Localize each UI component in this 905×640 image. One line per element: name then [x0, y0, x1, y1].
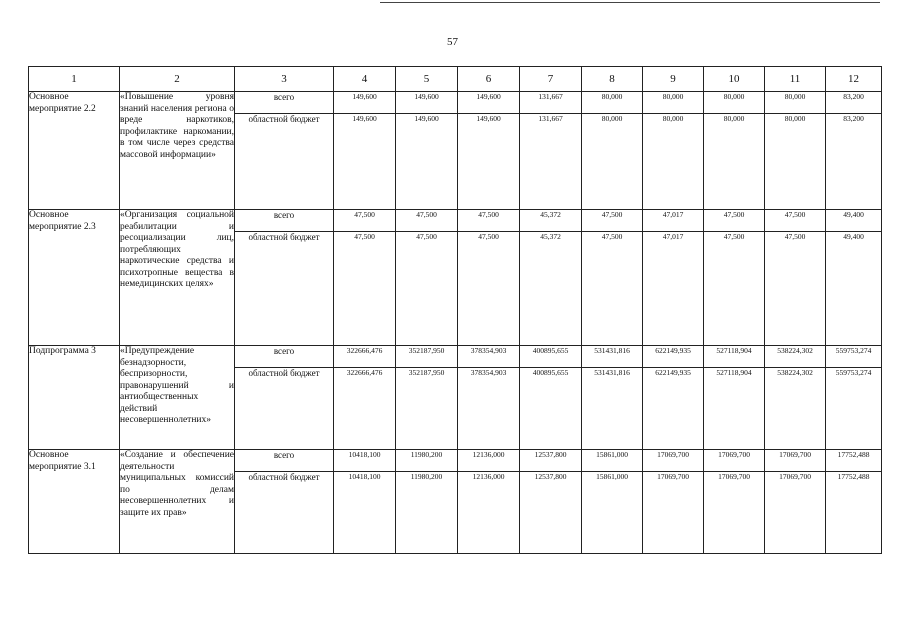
- value-cell: 49,400: [826, 210, 882, 232]
- header-cell: 11: [765, 67, 826, 92]
- value-cell: 15861,000: [582, 472, 643, 554]
- value-cell: 622149,935: [643, 346, 704, 368]
- value-cell: 149,600: [396, 114, 458, 210]
- value-cell: 17069,700: [765, 472, 826, 554]
- subprogram-name: Подпрограмма 3: [29, 346, 120, 450]
- value-cell: 352187,950: [396, 346, 458, 368]
- value-cell: 49,400: [826, 232, 882, 346]
- value-cell: 12136,000: [458, 472, 520, 554]
- funding-source: всего: [235, 450, 334, 472]
- value-cell: 17069,700: [704, 450, 765, 472]
- funding-source: областной бюджет: [235, 368, 334, 450]
- value-cell: 17069,700: [704, 472, 765, 554]
- value-cell: 11980,200: [396, 472, 458, 554]
- value-cell: 47,500: [704, 210, 765, 232]
- value-cell: 322666,476: [334, 346, 396, 368]
- activity-name: Основное мероприятие 3.1: [29, 450, 120, 554]
- header-cell: 6: [458, 67, 520, 92]
- funding-source: всего: [235, 346, 334, 368]
- header-row: [29, 67, 882, 92]
- value-cell: 622149,935: [643, 368, 704, 450]
- value-cell: 80,000: [765, 92, 826, 114]
- page-number: 57: [447, 36, 458, 48]
- table-row: [29, 346, 882, 368]
- table-row: [29, 92, 882, 114]
- funding-source: областной бюджет: [235, 232, 334, 346]
- header-cell: 10: [704, 67, 765, 92]
- funding-source: областной бюджет: [235, 114, 334, 210]
- table-row: [29, 210, 882, 232]
- value-cell: 47,500: [765, 232, 826, 346]
- value-cell: 83,200: [826, 92, 882, 114]
- value-cell: 80,000: [704, 92, 765, 114]
- value-cell: 80,000: [704, 114, 765, 210]
- value-cell: 80,000: [582, 92, 643, 114]
- value-cell: 15861,000: [582, 450, 643, 472]
- value-cell: 149,600: [396, 92, 458, 114]
- value-cell: 400895,655: [520, 346, 582, 368]
- value-cell: 45,372: [520, 232, 582, 346]
- value-cell: 83,200: [826, 114, 882, 210]
- activity-description: «Создание и обеспечение деятельности муниципальных комиссий по делам несовершеннолетних и защите их прав»: [120, 450, 235, 554]
- value-cell: 47,500: [334, 210, 396, 232]
- value-cell: 47,500: [396, 210, 458, 232]
- header-cell: 5: [396, 67, 458, 92]
- value-cell: 10418,100: [334, 472, 396, 554]
- value-cell: 11980,200: [396, 450, 458, 472]
- header-cell: 3: [235, 67, 334, 92]
- value-cell: 17069,700: [765, 450, 826, 472]
- value-cell: 400895,655: [520, 368, 582, 450]
- value-cell: 17752,488: [826, 450, 882, 472]
- value-cell: 149,600: [334, 114, 396, 210]
- value-cell: 80,000: [643, 114, 704, 210]
- value-cell: 538224,302: [765, 346, 826, 368]
- header-cell: 1: [29, 67, 120, 92]
- value-cell: 12537,800: [520, 450, 582, 472]
- value-cell: 47,017: [643, 232, 704, 346]
- value-cell: 12136,000: [458, 450, 520, 472]
- value-cell: 47,500: [458, 232, 520, 346]
- value-cell: 527118,904: [704, 368, 765, 450]
- table-row: [29, 450, 882, 472]
- value-cell: 538224,302: [765, 368, 826, 450]
- value-cell: 10418,100: [334, 450, 396, 472]
- funding-source: всего: [235, 210, 334, 232]
- header-cell: 7: [520, 67, 582, 92]
- value-cell: 352187,950: [396, 368, 458, 450]
- activity-name: Основное мероприятие 2.2: [29, 92, 120, 210]
- budget-table: [28, 66, 882, 554]
- header-cell: 8: [582, 67, 643, 92]
- value-cell: 17069,700: [643, 472, 704, 554]
- table-header: [29, 67, 882, 92]
- value-cell: 80,000: [582, 114, 643, 210]
- value-cell: 47,500: [582, 210, 643, 232]
- value-cell: 149,600: [458, 92, 520, 114]
- value-cell: 559753,274: [826, 368, 882, 450]
- value-cell: 131,667: [520, 114, 582, 210]
- value-cell: 17752,488: [826, 472, 882, 554]
- activity-description: «Повышение уровня знаний населения региона о вреде наркотиков, профилактике наркомании, в том числе через средства массовой информации»: [120, 92, 235, 210]
- header-cell: 12: [826, 67, 882, 92]
- activity-name: Основное мероприятие 2.3: [29, 210, 120, 346]
- activity-description: «Организация социальной реабилитации и ресоциализации лиц, потребляющих наркотические средства и психотропные вещества в немедицинских целях»: [120, 210, 235, 346]
- value-cell: 47,017: [643, 210, 704, 232]
- value-cell: 149,600: [334, 92, 396, 114]
- funding-source: всего: [235, 92, 334, 114]
- top-rule: [380, 2, 880, 3]
- value-cell: 47,500: [704, 232, 765, 346]
- header-cell: 4: [334, 67, 396, 92]
- value-cell: 531431,816: [582, 346, 643, 368]
- value-cell: 131,667: [520, 92, 582, 114]
- header-cell: 9: [643, 67, 704, 92]
- value-cell: 531431,816: [582, 368, 643, 450]
- value-cell: 559753,274: [826, 346, 882, 368]
- value-cell: 45,372: [520, 210, 582, 232]
- value-cell: 47,500: [765, 210, 826, 232]
- subprogram-description: «Предупреждение безнадзорности, беспризорности, правонарушений и антиобщественных действий несовершеннолетних»: [120, 346, 235, 450]
- value-cell: 322666,476: [334, 368, 396, 450]
- header-cell: 2: [120, 67, 235, 92]
- value-cell: 378354,903: [458, 346, 520, 368]
- value-cell: 47,500: [458, 210, 520, 232]
- value-cell: 47,500: [334, 232, 396, 346]
- value-cell: 80,000: [765, 114, 826, 210]
- value-cell: 12537,800: [520, 472, 582, 554]
- value-cell: 527118,904: [704, 346, 765, 368]
- value-cell: 149,600: [458, 114, 520, 210]
- value-cell: 80,000: [643, 92, 704, 114]
- value-cell: 47,500: [582, 232, 643, 346]
- value-cell: 47,500: [396, 232, 458, 346]
- funding-source: областной бюджет: [235, 472, 334, 554]
- value-cell: 17069,700: [643, 450, 704, 472]
- value-cell: 378354,903: [458, 368, 520, 450]
